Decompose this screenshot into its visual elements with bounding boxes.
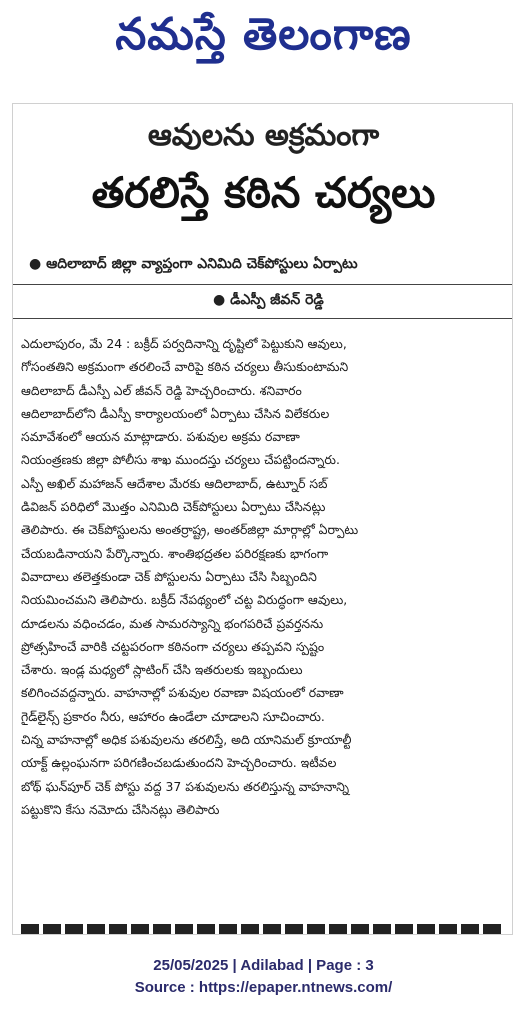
divider xyxy=(13,284,513,285)
subheading-2: ● డీఎస్పీ జీవన్ రెడ్డి xyxy=(213,292,324,308)
article-body xyxy=(21,332,506,821)
body-line: డివిజన్ పరిధిలో మొత్తం ఎనిమిది చెక్‌పోస్టులు ఏర్పాటు చేసినట్లు xyxy=(21,499,326,515)
body-line: తెలిపారు. ఈ చెక్‌పోస్టులను అంతర్రాష్ట్ర, అంతర్‌జిల్లా మార్గాల్లో ఏర్పాటు xyxy=(21,522,359,538)
body-line: బోథ్ ఘన్‌పూర్ చెక్ పోస్టు వద్ద 37 పశువులను తరలిస్తున్న వాహనాన్ని xyxy=(21,778,350,794)
truncated-next-headline xyxy=(21,924,501,935)
body-line: గైడ్‌లైన్స్ ప్రకారం నీరు, ఆహారం ఉండేలా చూడాలని సూచించారు. xyxy=(21,708,325,724)
body-line: పట్టుకొని కేసు నమోదు చేసినట్లు తెలిపారు xyxy=(21,801,220,817)
body-line: కలిగించవద్దన్నారు. వాహనాల్లో పశువుల రవాణా విషయంలో రవాణా xyxy=(21,685,344,701)
body-line: ఆదిలాబాద్‌లోని డీఎస్పీ కార్యాలయంలో ఏర్పాటు చేసిన విలేకరుల xyxy=(21,405,330,421)
body-line: ఆదిలాబాద్ డీఎస్పీ ఎల్ జీవన్ రెడ్డి హెచ్చరించారు. శనివారం xyxy=(21,382,302,398)
body-line: చేశారు. ఇండ్ల మధ్యలో స్లాటింగ్ చేసి ఇతరులకు ఇబ్బందులు xyxy=(21,662,303,678)
body-line: యాక్ట్ ఉల్లంఘనగా పరిగణించబడుతుందని హెచ్చరించారు. ఇటీవల xyxy=(21,755,337,771)
body-line: వివాదాలు తలెత్తకుండా చెక్ పోస్టులను ఏర్పాటు చేసి సిబ్బందిని xyxy=(21,568,317,584)
article-clipping xyxy=(12,103,513,935)
footer-date-edition: 25/05/2025 | Adilabad | Page : 3 xyxy=(153,957,374,974)
body-line: ఎస్పీ అఖిల్ మహాజన్ ఆదేశాల మేరకు ఆదిలాబాద్, ఉట్నూర్ సబ్ xyxy=(21,475,328,491)
body-line: చిన్న వాహనాల్లో అధిక పశువులను తరలిస్తే, అది యానిమల్ క్రూయాల్టీ xyxy=(21,732,352,748)
body-line: ఎదులాపురం, మే 24 : బక్రీద్ పర్వదినాన్ని దృష్టిలో పెట్టుకుని ఆవులు, xyxy=(21,336,347,351)
divider xyxy=(13,318,513,319)
newspaper-logo: నమస్తే తెలంగాణ xyxy=(115,9,412,60)
masthead xyxy=(0,0,527,80)
body-line: ప్రోత్సహించే వారికి చట్టపరంగా కఠినంగా చర్యలు తప్పవని స్పష్టం xyxy=(21,638,325,654)
body-line: దూడలను వధించడం, మత సామరస్యాన్ని భంగపరిచే ప్రవర్తనను xyxy=(21,615,324,631)
headline-line-2: తరలిస్తే కఠిన చర్యలు xyxy=(91,168,436,217)
body-line: నియంత్రణకు జిల్లా పోలీసు శాఖ ముందస్తు చర్యలు చేపట్టిందన్నారు. xyxy=(21,452,340,468)
subheading-1: ● ఆదిలాబాద్ జిల్లా వ్యాప్తంగా ఎనిమిది చెక్‌పోస్టులు ఏర్పాటు xyxy=(29,256,358,272)
body-line: గోసంతతిని అక్రమంగా తరలించే వారిపై కఠిన చర్యలు తీసుకుంటామని xyxy=(21,359,349,375)
body-line: సమావేశంలో ఆయన మాట్లాడారు. పశువుల అక్రమ రవాణా xyxy=(21,429,300,445)
footer xyxy=(0,955,527,999)
body-line: చేయబడినాయని పేర్కొన్నారు. శాంతిభద్రతల పరిరక్షణకు భాగంగా xyxy=(21,545,329,561)
headline-line-1: ఆవులను అక్రమంగా xyxy=(147,118,380,153)
footer-source: Source : https://epaper.ntnews.com/ xyxy=(134,979,393,996)
body-line: నియమించమని తెలిపారు. బక్రీద్ నేపథ్యంలో చట్ట విరుద్ధంగా ఆవులు, xyxy=(21,592,348,608)
